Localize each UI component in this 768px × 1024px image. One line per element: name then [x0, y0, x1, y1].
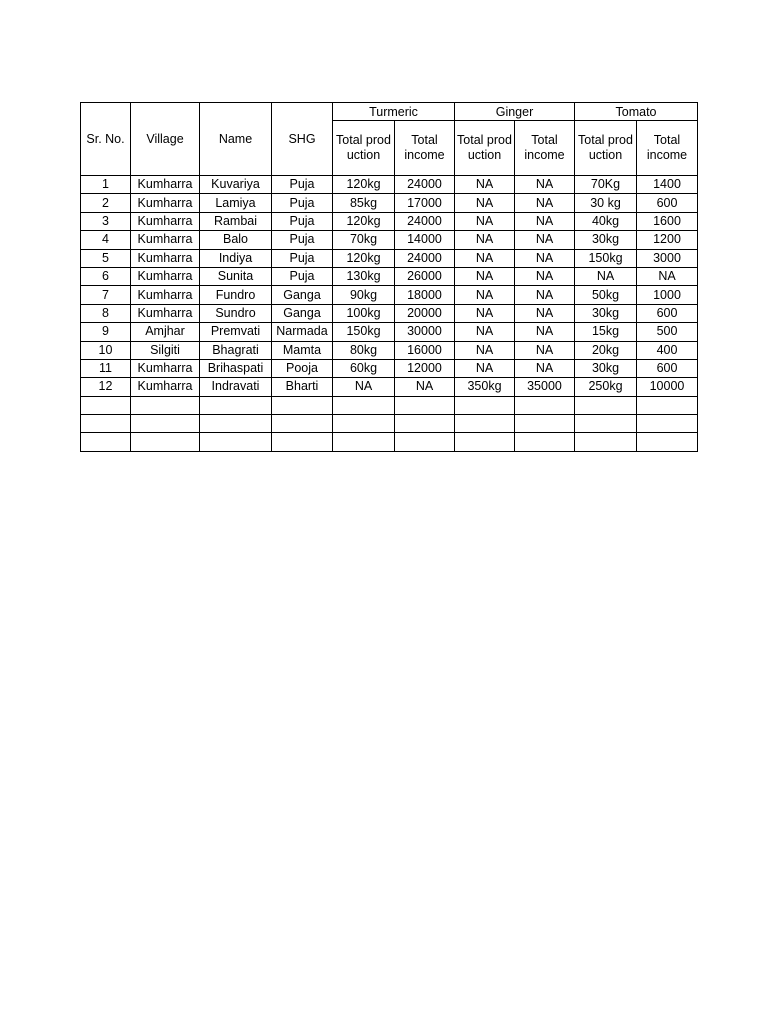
sr-no-cell: 1 [81, 176, 131, 194]
table-body [81, 176, 698, 452]
turmeric-income-cell: 24000 [395, 176, 455, 194]
turmeric-header: Turmeric [333, 103, 455, 121]
shg-cell [272, 396, 333, 414]
name-cell: Balo [200, 231, 272, 249]
ginger-production-cell: 350kg [455, 378, 515, 396]
shg-cell: Narmada [272, 323, 333, 341]
tomato-income-cell [637, 433, 698, 451]
turmeric-production-cell [333, 433, 395, 451]
village-cell: Kumharra [131, 176, 200, 194]
village-cell: Kumharra [131, 249, 200, 267]
tomato-income-cell: 1600 [637, 212, 698, 230]
ginger-production-cell: NA [455, 304, 515, 322]
tomato-income-cell: NA [637, 267, 698, 285]
tomato-production-cell [575, 396, 637, 414]
turmeric-income-cell: NA [395, 378, 455, 396]
shg-cell: Ganga [272, 286, 333, 304]
ginger-income-cell: NA [515, 249, 575, 267]
name-cell: Indravati [200, 378, 272, 396]
ginger-income-cell [515, 396, 575, 414]
table-row [81, 415, 698, 433]
turmeric-income-cell: 26000 [395, 267, 455, 285]
ginger-production-cell: NA [455, 231, 515, 249]
ginger-income-cell: NA [515, 359, 575, 377]
tomato-income-cell: 600 [637, 194, 698, 212]
sr-no-cell: 10 [81, 341, 131, 359]
shg-cell: Pooja [272, 359, 333, 377]
table-row [81, 359, 698, 377]
shg-cell [272, 415, 333, 433]
table-row [81, 249, 698, 267]
turmeric-production-cell: 80kg [333, 341, 395, 359]
turmeric-production-cell [333, 415, 395, 433]
shg-cell: Puja [272, 176, 333, 194]
village-cell: Amjhar [131, 323, 200, 341]
ginger-income-cell [515, 433, 575, 451]
turmeric-income-cell: 24000 [395, 249, 455, 267]
village-cell [131, 396, 200, 414]
table-row [81, 378, 698, 396]
ginger-income-cell: NA [515, 231, 575, 249]
turmeric-income-cell: 17000 [395, 194, 455, 212]
turmeric-production-cell: 60kg [333, 359, 395, 377]
village-cell: Kumharra [131, 304, 200, 322]
ginger-income-header: Total income [515, 121, 575, 176]
ginger-income-cell: NA [515, 212, 575, 230]
turmeric-production-cell: 120kg [333, 212, 395, 230]
tomato-production-cell: NA [575, 267, 637, 285]
name-cell [200, 415, 272, 433]
ginger-income-cell [515, 415, 575, 433]
turmeric-income-cell: 18000 [395, 286, 455, 304]
name-cell [200, 433, 272, 451]
table-row [81, 341, 698, 359]
table-row [81, 212, 698, 230]
name-cell: Sundro [200, 304, 272, 322]
tomato-production-cell: 20kg [575, 341, 637, 359]
shg-cell: Ganga [272, 304, 333, 322]
production-income-table [80, 102, 698, 452]
village-cell: Kumharra [131, 194, 200, 212]
ginger-production-cell: NA [455, 323, 515, 341]
tomato-income-cell: 600 [637, 304, 698, 322]
table-header [81, 103, 698, 176]
sr-no-cell: 5 [81, 249, 131, 267]
ginger-production-header: Total production [455, 121, 515, 176]
tomato-production-header: Total production [575, 121, 637, 176]
tomato-production-cell: 15kg [575, 323, 637, 341]
turmeric-production-cell: 120kg [333, 249, 395, 267]
tomato-income-cell: 1000 [637, 286, 698, 304]
table-row [81, 194, 698, 212]
sr-no-cell: 8 [81, 304, 131, 322]
ginger-production-cell [455, 433, 515, 451]
ginger-income-cell: NA [515, 194, 575, 212]
turmeric-production-cell: 130kg [333, 267, 395, 285]
name-cell: Premvati [200, 323, 272, 341]
table-row [81, 396, 698, 414]
turmeric-income-cell [395, 415, 455, 433]
tomato-production-cell: 40kg [575, 212, 637, 230]
shg-cell: Puja [272, 267, 333, 285]
shg-cell: Puja [272, 249, 333, 267]
tomato-production-cell: 50kg [575, 286, 637, 304]
tomato-income-cell: 3000 [637, 249, 698, 267]
turmeric-income-cell: 14000 [395, 231, 455, 249]
tomato-income-cell: 600 [637, 359, 698, 377]
shg-header: SHG [272, 103, 333, 176]
sr-no-cell: 11 [81, 359, 131, 377]
tomato-production-cell: 150kg [575, 249, 637, 267]
table-row [81, 433, 698, 451]
table-row [81, 267, 698, 285]
shg-cell: Puja [272, 231, 333, 249]
shg-cell: Puja [272, 212, 333, 230]
name-cell: Lamiya [200, 194, 272, 212]
village-cell: Kumharra [131, 286, 200, 304]
ginger-production-cell: NA [455, 249, 515, 267]
ginger-income-cell: NA [515, 267, 575, 285]
tomato-income-header: Total income [637, 121, 698, 176]
turmeric-income-cell: 12000 [395, 359, 455, 377]
turmeric-production-cell [333, 396, 395, 414]
tomato-income-cell: 1200 [637, 231, 698, 249]
ginger-income-cell: NA [515, 341, 575, 359]
ginger-production-cell: NA [455, 267, 515, 285]
turmeric-income-cell: 24000 [395, 212, 455, 230]
turmeric-production-cell: NA [333, 378, 395, 396]
ginger-production-cell [455, 415, 515, 433]
village-cell: Kumharra [131, 212, 200, 230]
ginger-production-cell: NA [455, 194, 515, 212]
sr-no-header: Sr. No. [81, 103, 131, 176]
village-cell [131, 433, 200, 451]
turmeric-income-cell: 30000 [395, 323, 455, 341]
tomato-income-cell: 10000 [637, 378, 698, 396]
name-cell: Kuvariya [200, 176, 272, 194]
table-row [81, 323, 698, 341]
village-cell: Kumharra [131, 359, 200, 377]
turmeric-production-header: Total production [333, 121, 395, 176]
village-cell: Kumharra [131, 231, 200, 249]
tomato-income-cell: 400 [637, 341, 698, 359]
ginger-production-cell: NA [455, 286, 515, 304]
turmeric-income-cell [395, 396, 455, 414]
sr-no-cell: 3 [81, 212, 131, 230]
ginger-production-cell: NA [455, 359, 515, 377]
sr-no-cell: 6 [81, 267, 131, 285]
tomato-income-cell: 1400 [637, 176, 698, 194]
village-cell: Kumharra [131, 378, 200, 396]
sr-no-cell [81, 396, 131, 414]
name-cell: Bhagrati [200, 341, 272, 359]
ginger-income-cell: 35000 [515, 378, 575, 396]
shg-cell: Puja [272, 194, 333, 212]
name-cell: Sunita [200, 267, 272, 285]
village-header: Village [131, 103, 200, 176]
shg-cell: Mamta [272, 341, 333, 359]
turmeric-income-cell: 16000 [395, 341, 455, 359]
header-group-row [81, 103, 698, 121]
table-row [81, 304, 698, 322]
ginger-income-cell: NA [515, 323, 575, 341]
ginger-production-cell: NA [455, 341, 515, 359]
name-cell [200, 396, 272, 414]
tomato-production-cell [575, 415, 637, 433]
ginger-production-cell: NA [455, 212, 515, 230]
village-cell: Kumharra [131, 267, 200, 285]
tomato-production-cell: 70Kg [575, 176, 637, 194]
turmeric-income-header: Total income [395, 121, 455, 176]
turmeric-production-cell: 120kg [333, 176, 395, 194]
tomato-income-cell [637, 415, 698, 433]
shg-cell: Bharti [272, 378, 333, 396]
shg-cell [272, 433, 333, 451]
ginger-header: Ginger [455, 103, 575, 121]
tomato-production-cell [575, 433, 637, 451]
sr-no-cell: 12 [81, 378, 131, 396]
turmeric-income-cell: 20000 [395, 304, 455, 322]
turmeric-production-cell: 70kg [333, 231, 395, 249]
name-header: Name [200, 103, 272, 176]
name-cell: Indiya [200, 249, 272, 267]
tomato-income-cell: 500 [637, 323, 698, 341]
name-cell: Brihaspati [200, 359, 272, 377]
tomato-production-cell: 30kg [575, 231, 637, 249]
sr-no-cell: 9 [81, 323, 131, 341]
ginger-production-cell [455, 396, 515, 414]
sr-no-cell [81, 433, 131, 451]
name-cell: Rambai [200, 212, 272, 230]
ginger-income-cell: NA [515, 176, 575, 194]
tomato-production-cell: 30 kg [575, 194, 637, 212]
village-cell [131, 415, 200, 433]
sr-no-cell [81, 415, 131, 433]
turmeric-production-cell: 150kg [333, 323, 395, 341]
ginger-production-cell: NA [455, 176, 515, 194]
ginger-income-cell: NA [515, 304, 575, 322]
sr-no-cell: 2 [81, 194, 131, 212]
tomato-production-cell: 30kg [575, 359, 637, 377]
turmeric-production-cell: 90kg [333, 286, 395, 304]
table-row [81, 286, 698, 304]
turmeric-production-cell: 100kg [333, 304, 395, 322]
village-cell: Silgiti [131, 341, 200, 359]
name-cell: Fundro [200, 286, 272, 304]
tomato-production-cell: 30kg [575, 304, 637, 322]
turmeric-income-cell [395, 433, 455, 451]
ginger-income-cell: NA [515, 286, 575, 304]
tomato-production-cell: 250kg [575, 378, 637, 396]
tomato-header: Tomato [575, 103, 698, 121]
table-row [81, 176, 698, 194]
sr-no-cell: 7 [81, 286, 131, 304]
tomato-income-cell [637, 396, 698, 414]
sr-no-cell: 4 [81, 231, 131, 249]
table-row [81, 231, 698, 249]
turmeric-production-cell: 85kg [333, 194, 395, 212]
